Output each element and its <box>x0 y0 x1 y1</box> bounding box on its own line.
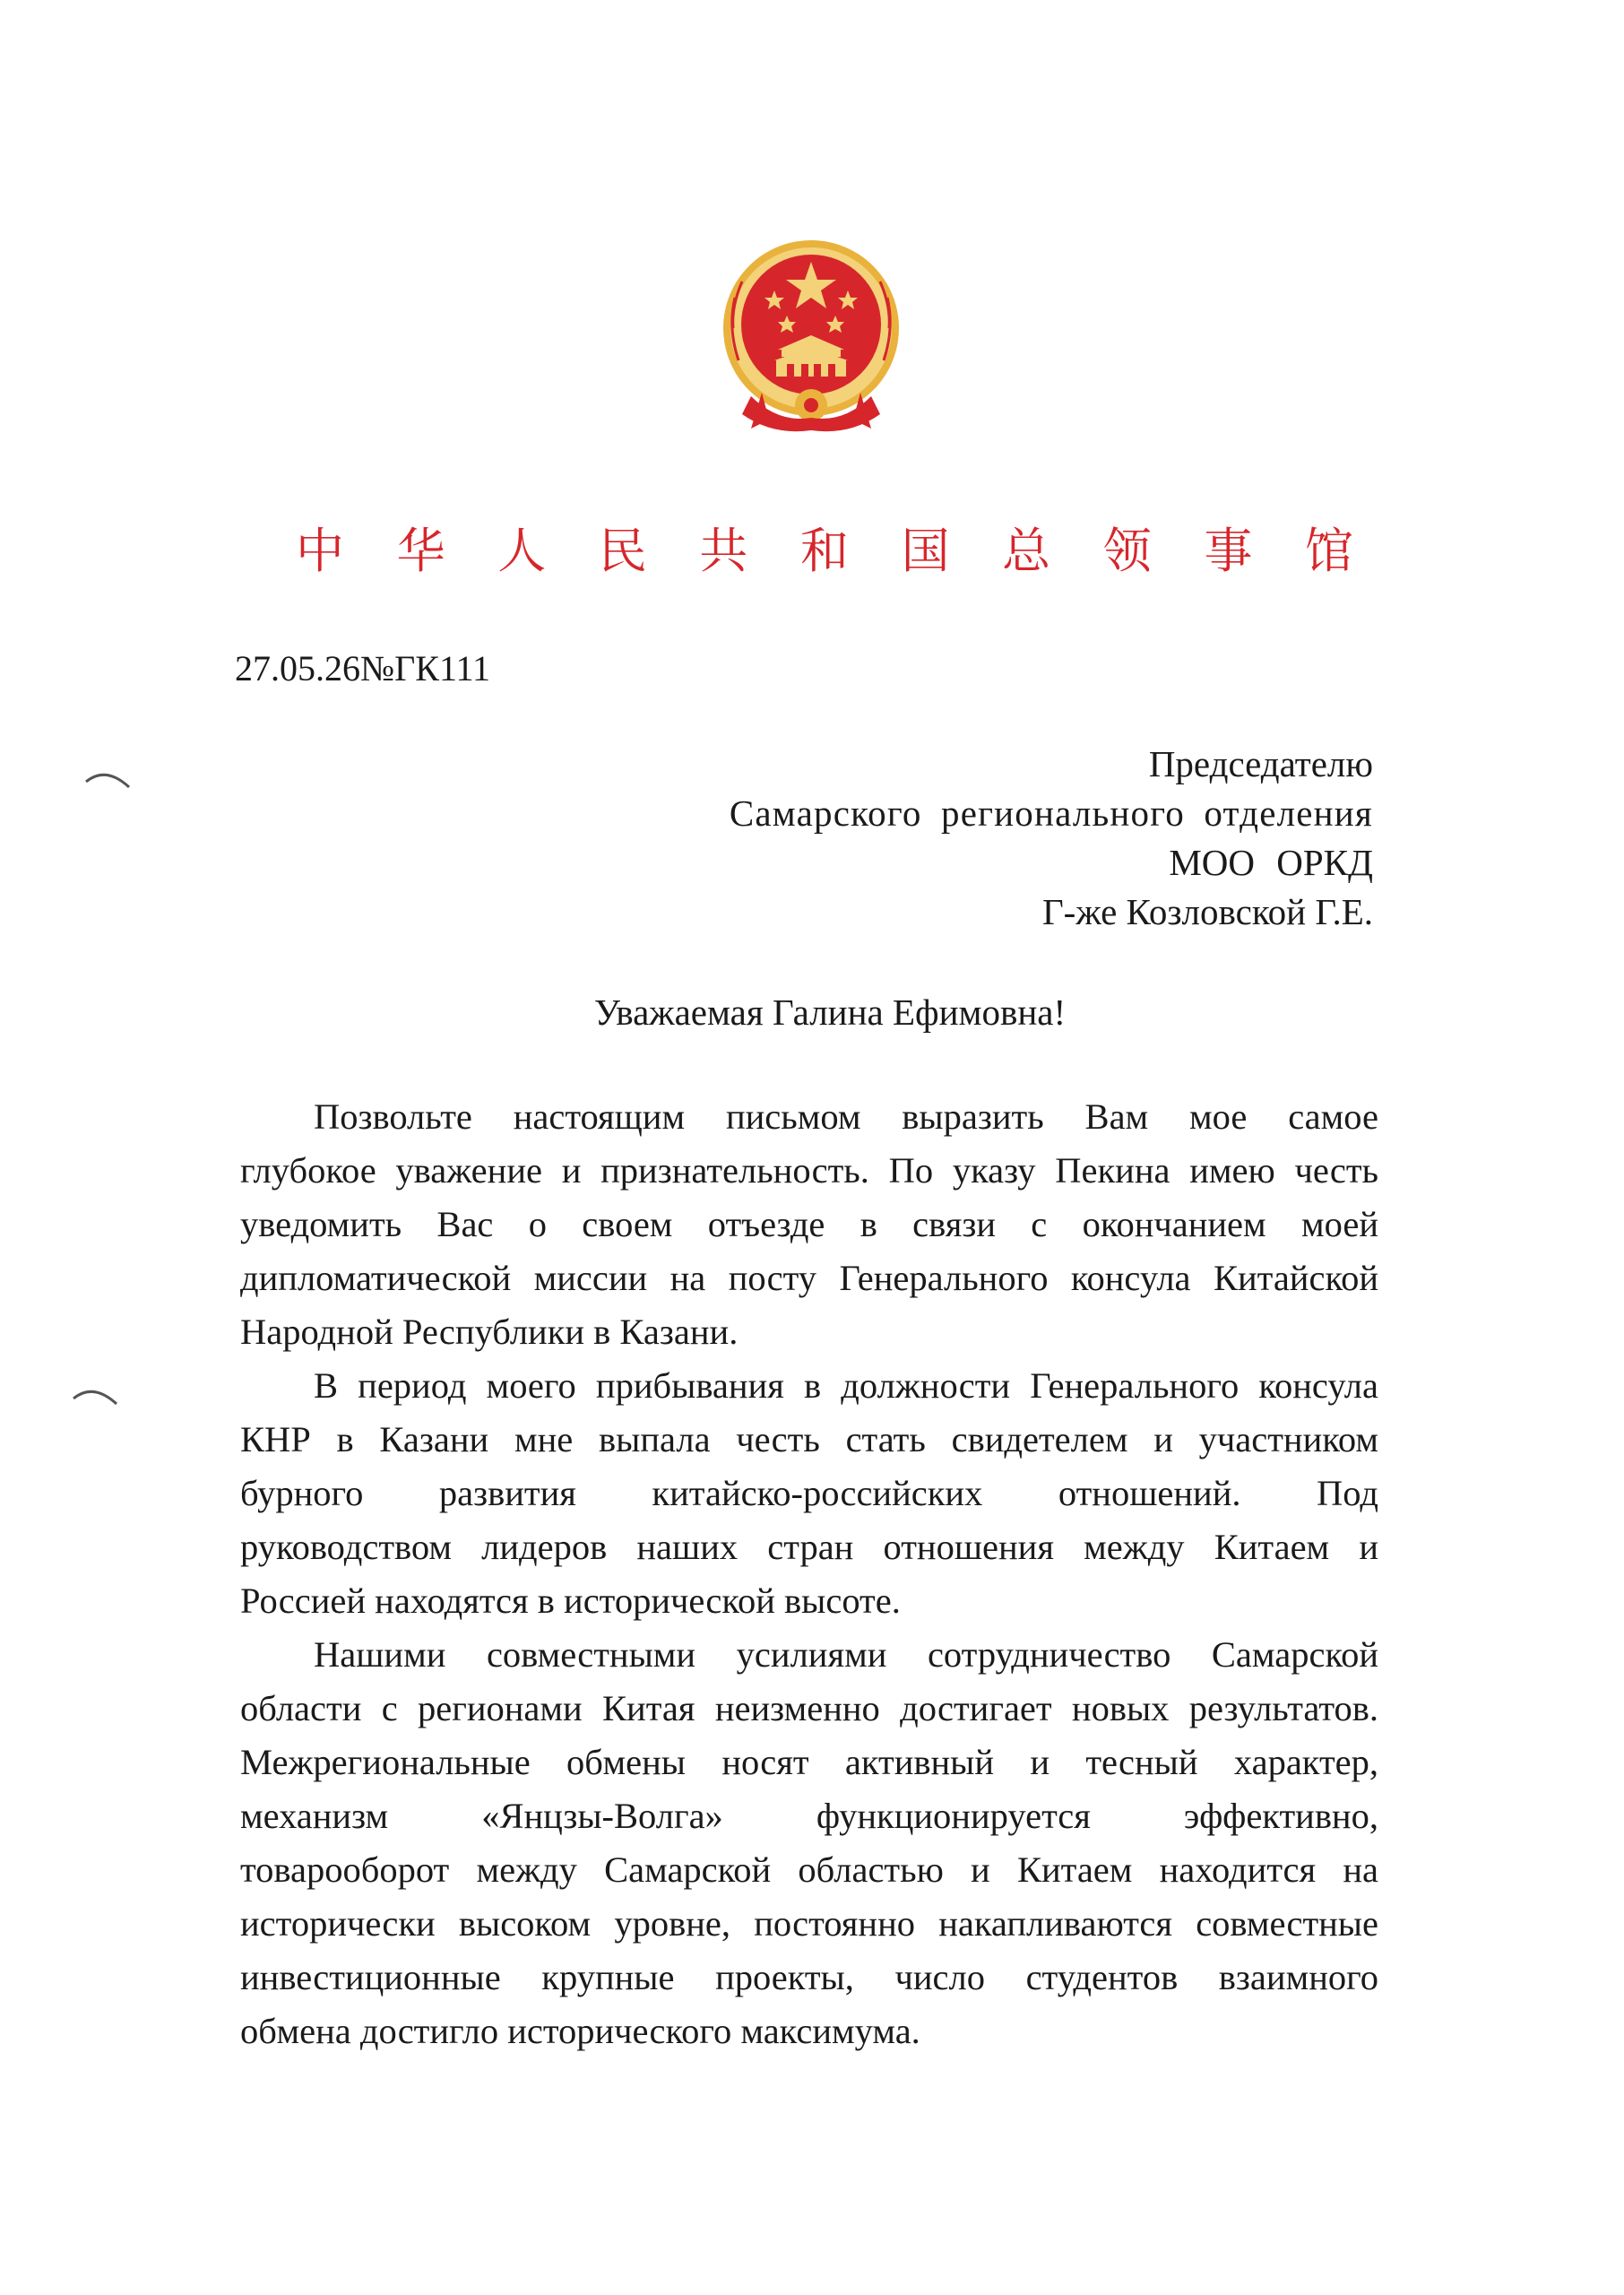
text-line: обмена достигло исторического максимума. <box>240 2011 920 2051</box>
heading-char: 共 <box>699 523 748 579</box>
text-line: Межрегиональные обмены носят активный и тесный характер, <box>240 1742 1378 1782</box>
paragraph <box>240 1628 1378 2058</box>
punch-hole-mark-icon <box>70 1381 124 1411</box>
text-line: Позвольте настоящим письмом выразить Вам мое самое <box>314 1096 1378 1137</box>
heading-char: 馆 <box>1304 523 1353 579</box>
text-line: дипломатической миссии на посту Генерального консула Китайской <box>240 1258 1378 1298</box>
heading-char: 国 <box>901 523 950 579</box>
heading-char: 事 <box>1204 523 1253 579</box>
heading-char: 和 <box>799 523 849 579</box>
heading-char: 总 <box>1002 523 1051 579</box>
text-line: руководством лидеров наших стран отношения между Китаем и <box>240 1527 1378 1567</box>
paragraph <box>240 1359 1378 1628</box>
text-line: В период моего прибывания в должности Генерального консула <box>314 1365 1378 1406</box>
text-line: товарооборот между Самарской областью и Китаем находится на <box>240 1849 1378 1890</box>
heading-char: 领 <box>1102 523 1152 579</box>
text-line: бурного развития китайско-российских отношений. Под <box>240 1473 1378 1513</box>
addressee-title: Председателю <box>1148 743 1373 784</box>
letter-body <box>240 1090 1378 2058</box>
text-line: Нашими совместными усилиями сотрудничество Самарской <box>314 1634 1378 1675</box>
text-line: Россией находятся в исторической высоте. <box>240 1581 901 1621</box>
salutation-text: Уважаемая Галина Ефимовна! <box>593 992 1067 1033</box>
heading-char: 中 <box>296 523 344 579</box>
addressee-name: Г-же Козловской Г.Е. <box>1041 891 1373 932</box>
text-line: уведомить Вас о своем отъезде в связи с окончанием моей <box>240 1204 1378 1244</box>
punch-hole-mark-icon <box>82 764 136 794</box>
national-emblem-icon <box>715 235 907 436</box>
text-line: Народной Республики в Казани. <box>240 1312 739 1352</box>
heading-char: 华 <box>396 523 445 579</box>
heading-char: 人 <box>497 523 547 579</box>
heading-char: 民 <box>598 523 647 579</box>
text-line: области с регионами Китая неизменно достигает новых результатов. <box>240 1688 1378 1728</box>
document-number: 27.05.26№ГК111 <box>235 648 490 688</box>
consulate-heading <box>296 511 1353 592</box>
text-line: КНР в Казани мне выпала честь стать свидетелем и участником <box>240 1419 1378 1459</box>
salutation <box>0 991 1624 1034</box>
addressee-organization: Самарского регионального отделения <box>729 792 1373 834</box>
text-line: глубокое уважение и признательность. По указу Пекина имею честь <box>240 1150 1378 1191</box>
text-line: инвестиционные крупные проекты, число студентов взаимного <box>240 1957 1378 1997</box>
paragraph <box>240 1090 1378 1359</box>
text-line: механизм «Янцзы-Волга» функционируется эффективно, <box>240 1796 1378 1836</box>
text-line: исторически высоком уровне, постоянно накапливаются совместные <box>240 1903 1378 1944</box>
addressee-block <box>566 740 1373 937</box>
addressee-organization-abbr: МОО ОРКД <box>1169 842 1373 883</box>
